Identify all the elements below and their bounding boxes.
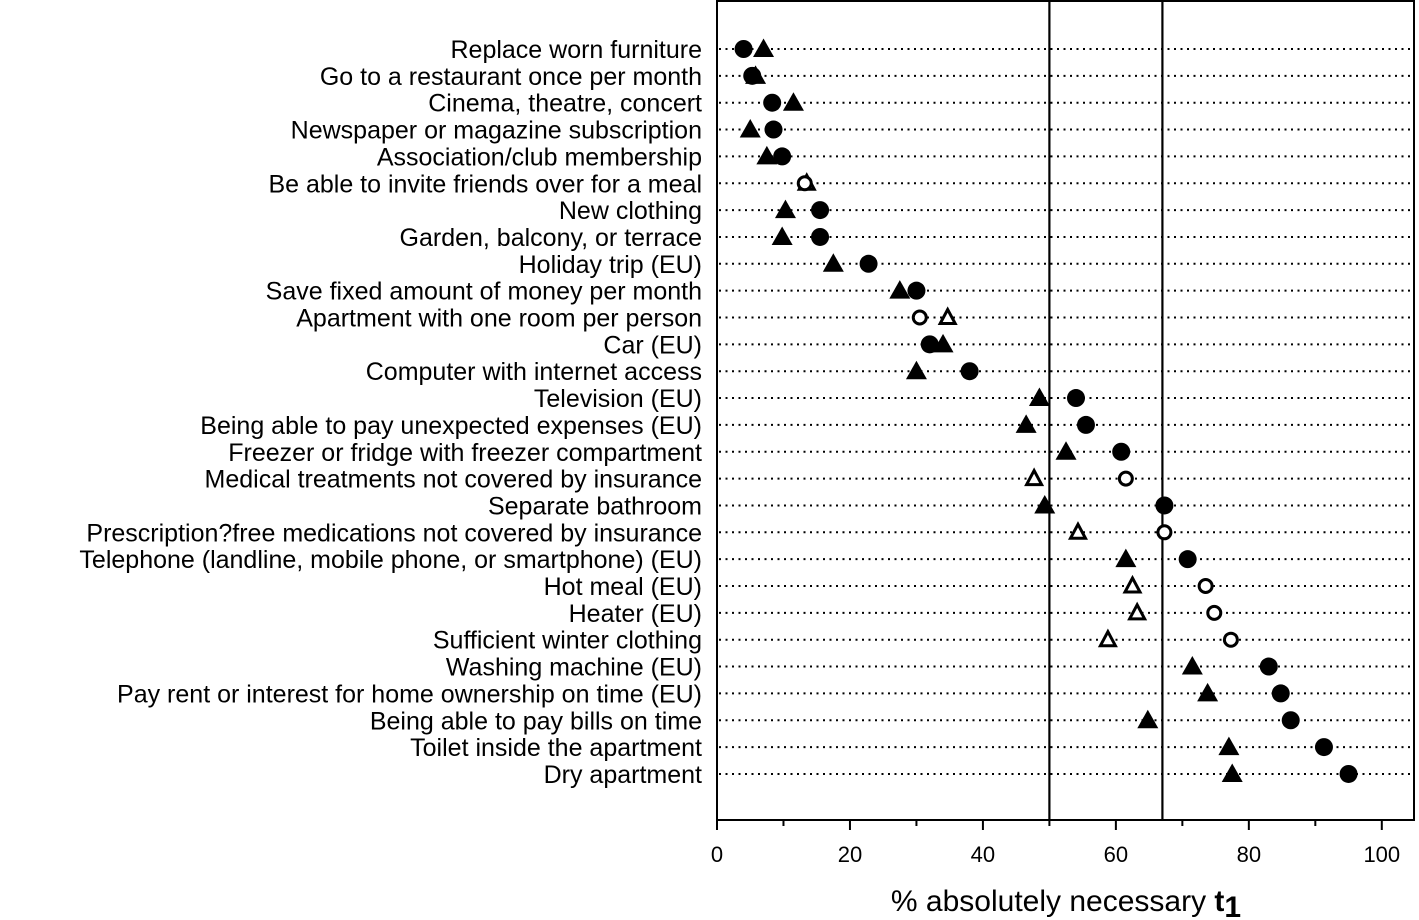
category-label: Go to a restaurant once per month xyxy=(319,62,702,91)
reference-lines xyxy=(1049,1,1162,820)
triangle-marker xyxy=(1137,710,1158,729)
triangle-marker xyxy=(1222,763,1243,782)
guide-lines xyxy=(719,49,1414,774)
circle-marker xyxy=(1199,580,1212,593)
circle-marker xyxy=(913,311,926,324)
circle-marker xyxy=(860,255,878,273)
category-label: Hot meal (EU) xyxy=(543,573,702,601)
category-label: Sufficient winter clothing xyxy=(432,626,702,655)
circle-marker xyxy=(1282,711,1300,729)
data-markers xyxy=(735,39,1358,783)
category-label: Pay rent or interest for home ownership on time (EU) xyxy=(117,680,702,709)
category-label: Freezer or fridge with freezer compartment xyxy=(228,438,702,467)
category-label: Computer with internet access xyxy=(365,358,702,387)
category-label: Dry apartment xyxy=(543,760,702,789)
category-label: Garden, balcony, or terrace xyxy=(399,223,702,252)
circle-marker xyxy=(1155,496,1173,514)
triangle-marker xyxy=(1027,471,1042,485)
x-axis xyxy=(711,820,1400,867)
x-tick-label: 60 xyxy=(1103,842,1129,867)
triangle-marker xyxy=(753,39,774,58)
x-tick-label: 80 xyxy=(1236,842,1262,867)
circle-marker xyxy=(907,282,925,300)
triangle-marker xyxy=(1100,632,1115,646)
triangle-marker xyxy=(906,361,927,380)
category-labels xyxy=(79,36,702,789)
circle-marker xyxy=(763,94,781,112)
circle-marker xyxy=(765,121,783,139)
circle-marker xyxy=(1119,472,1132,485)
triangle-marker xyxy=(889,280,910,299)
triangle-marker xyxy=(1016,414,1037,433)
x-tick-label: 100 xyxy=(1363,842,1401,867)
triangle-marker xyxy=(1130,605,1145,619)
circle-marker xyxy=(1224,633,1237,646)
circle-marker xyxy=(921,335,939,353)
category-label: Holiday trip (EU) xyxy=(518,250,702,279)
x-tick-label: 0 xyxy=(710,842,724,867)
triangle-marker xyxy=(1115,549,1136,568)
x-tick-label: 20 xyxy=(837,842,863,867)
circle-marker xyxy=(1315,738,1333,756)
triangle-marker xyxy=(1034,495,1055,514)
circle-marker xyxy=(1340,765,1358,783)
triangle-marker xyxy=(775,200,796,219)
triangle-marker xyxy=(1218,737,1239,756)
category-label: Medical treatments not covered by insurance xyxy=(204,465,702,494)
triangle-marker xyxy=(1182,656,1203,675)
circle-marker xyxy=(1260,658,1278,676)
triangle-marker xyxy=(740,119,761,138)
category-label: Telephone (landline, mobile phone, or smartphone) (EU) xyxy=(79,546,702,575)
category-label: Replace worn furniture xyxy=(450,36,702,64)
circle-marker xyxy=(1077,416,1095,434)
category-label: Heater (EU) xyxy=(568,599,702,628)
triangle-marker xyxy=(1029,388,1050,407)
circle-marker xyxy=(1112,443,1130,461)
plot-frame xyxy=(717,1,1414,820)
category-label: Being able to pay unexpected expenses (EU) xyxy=(200,411,702,440)
circle-marker xyxy=(773,147,791,165)
triangle-marker xyxy=(823,253,844,271)
circle-marker xyxy=(811,201,829,219)
category-label: Television (EU) xyxy=(533,385,702,414)
circle-marker xyxy=(961,362,979,380)
x-tick-label: 40 xyxy=(970,842,996,867)
triangle-marker xyxy=(1125,578,1140,592)
circle-marker xyxy=(1208,606,1221,619)
triangle-marker xyxy=(783,92,804,111)
category-label: Newspaper or magazine subscription xyxy=(290,116,702,145)
category-label: Washing machine (EU) xyxy=(445,653,702,682)
circle-marker xyxy=(1272,684,1290,702)
triangle-marker xyxy=(772,226,793,245)
circle-marker xyxy=(1158,526,1171,539)
circle-marker xyxy=(735,40,753,58)
triangle-marker xyxy=(1197,683,1218,702)
category-label: Save fixed amount of money per month xyxy=(265,277,702,306)
x-axis-title: % absolutely necessary t1 xyxy=(890,885,1242,920)
category-label: Prescription?free medications not covered by insurance xyxy=(86,519,702,548)
circle-marker xyxy=(811,228,829,246)
circle-marker xyxy=(1179,550,1197,568)
category-label: Cinema, theatre, concert xyxy=(428,89,702,118)
category-label: Being able to pay bills on time xyxy=(369,707,702,736)
category-label: Toilet inside the apartment xyxy=(410,734,702,763)
category-label: Separate bathroom xyxy=(487,492,702,521)
circle-marker xyxy=(743,67,761,85)
triangle-marker xyxy=(940,310,955,324)
triangle-marker xyxy=(1056,441,1077,460)
category-label: Apartment with one room per person xyxy=(296,304,702,333)
category-label: Association/club membership xyxy=(376,143,702,172)
category-label: Be able to invite friends over for a meal xyxy=(268,170,702,199)
triangle-marker xyxy=(1070,524,1085,538)
circle-marker xyxy=(798,177,811,190)
circle-marker xyxy=(1067,389,1085,407)
category-label: New clothing xyxy=(558,197,702,226)
category-label: Car (EU) xyxy=(603,331,702,360)
